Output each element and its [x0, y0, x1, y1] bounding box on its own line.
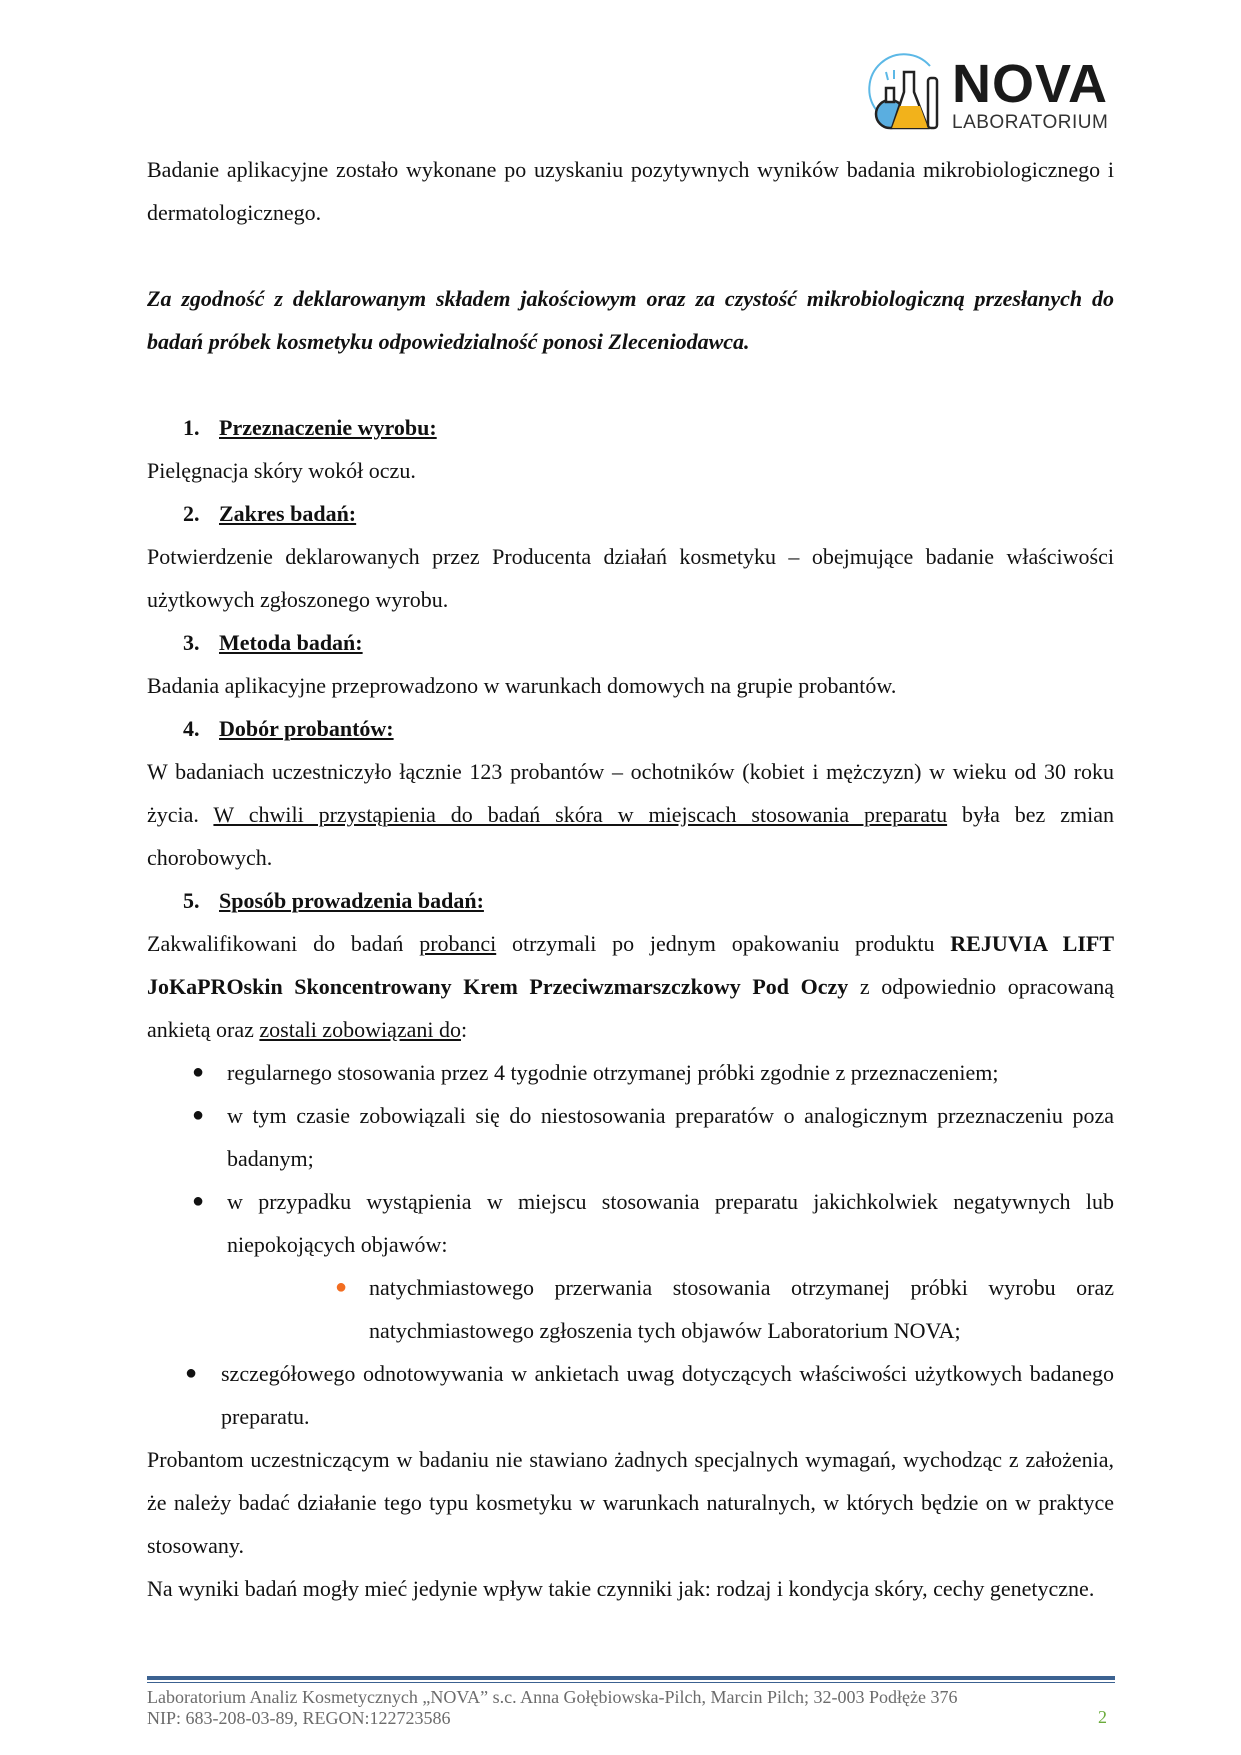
bullet-icon: ●: [192, 1190, 205, 1212]
list-item: ● szczegółowego odnotowywania w ankietach uwag dotyczących właściwości użytkowych badanego preparatu.: [147, 1352, 1114, 1438]
section-body-selection: W badaniach uczestniczyło łącznie 123 probantów – ochotników (kobiet i mężczyzn) w wieku od 30 roku życia. W chwili przystąpienia do badań skóra w miejscach stosowania preparatu była bez zmian chorobowych.: [147, 759, 1114, 870]
list-item: ● w przypadku wystąpienia w miejscu stosowania preparatu jakichkolwiek negatywnych lub niepokojących objawów:: [147, 1180, 1114, 1266]
section-body-procedure: Zakwalifikowani do badań probanci otrzymali po jednym opakowaniu produktu REJUVIA LIFT JoKaPROskin Skoncentrowany Krem Przeciwzmarszczkowy Pod Oczy z odpowiednio opracowaną ankietą oraz zostali zobowiązani do:: [147, 931, 1115, 1042]
section-body-purpose: Pielęgnacja skóry wokół oczu.: [147, 458, 416, 483]
obligations-list: [147, 1051, 1114, 1438]
intro-paragraph: Badanie aplikacyjne zostało wykonane po uzyskaniu pozytywnych wyników badania mikrobiologicznego i dermatologicznego.: [147, 157, 1114, 225]
list-item: ● w tym czasie zobowiązali się do niestosowania preparatów o analogicznym przeznaczeniu poza badanym;: [147, 1094, 1114, 1180]
sub-list-item: ● natychmiastowego przerwania stosowania otrzymanej próbki wyrobu oraz natychmiastowego zgłoszenia tych objawów Laboratorium NOVA;: [147, 1266, 1114, 1352]
section-heading-purpose: 1. Przeznaczenie wyrobu:: [183, 415, 437, 440]
logo-subtitle: LABORATORIUM: [952, 111, 1109, 133]
footer-divider-thin: [147, 1682, 1115, 1683]
footer-address: Laboratorium Analiz Kosmetycznych „NOVA” s.c. Anna Gołębiowska-Pilch, Marcin Pilch; 32-003 Podłęże 376: [147, 1687, 958, 1707]
nova-logo: [868, 52, 1113, 136]
section-body-scope: Potwierdzenie deklarowanych przez Producenta działań kosmetyku – obejmujące badanie właściwości użytkowych zgłoszonego wyrobu.: [147, 544, 1114, 612]
bullet-icon: ●: [185, 1362, 198, 1384]
section-heading-selection: 4. Dobór probantów:: [183, 716, 394, 741]
document-body: [147, 148, 1114, 1610]
list-item: ● regularnego stosowania przez 4 tygodnie otrzymanej próbki zgodnie z przeznaczeniem;: [147, 1051, 1114, 1094]
bullet-icon: ●: [192, 1061, 205, 1083]
closing-paragraph-2: Na wyniki badań mogły mieć jedynie wpływ takie czynniki jak: rodzaj i kondycja skóry, cechy genetyczne.: [147, 1576, 1095, 1601]
footer-tax-ids: NIP: 683-208-03-89, REGON:122723586: [147, 1708, 451, 1728]
disclaimer-paragraph: Za zgodność z deklarowanym składem jakościowym oraz za czystość mikrobiologiczną przesłanych do badań próbek kosmetyku odpowiedzialność ponosi Zleceniodawca.: [147, 286, 1114, 354]
page-number: 2: [1098, 1707, 1107, 1727]
footer: [147, 1687, 1115, 1729]
section-heading-method: 3. Metoda badań:: [183, 630, 363, 655]
section-heading-procedure: 5. Sposób prowadzenia badań:: [183, 888, 484, 913]
closing-paragraph-1: Probantom uczestniczącym w badaniu nie stawiano żadnych specjalnych wymagań, wychodząc z założenia, że należy badać działanie tego typu kosmetyku w warunkach naturalnych, w których będzie on w praktyce stosowany.: [147, 1447, 1114, 1558]
product-name: REJUVIA LIFT JoKaPROskin Skoncentrowany Krem Przeciwzmarszczkowy Pod Oczy: [147, 931, 1115, 999]
bullet-icon: ●: [192, 1104, 205, 1126]
section-body-method: Badania aplikacyjne przeprowadzono w warunkach domowych na grupie probantów.: [147, 673, 897, 698]
section-heading-scope: 2. Zakres badań:: [183, 501, 357, 526]
lab-flasks-icon: [868, 52, 948, 136]
footer-divider: [147, 1676, 1115, 1680]
logo-title: NOVA: [952, 53, 1109, 114]
orange-bullet-icon: ●: [335, 1276, 348, 1298]
